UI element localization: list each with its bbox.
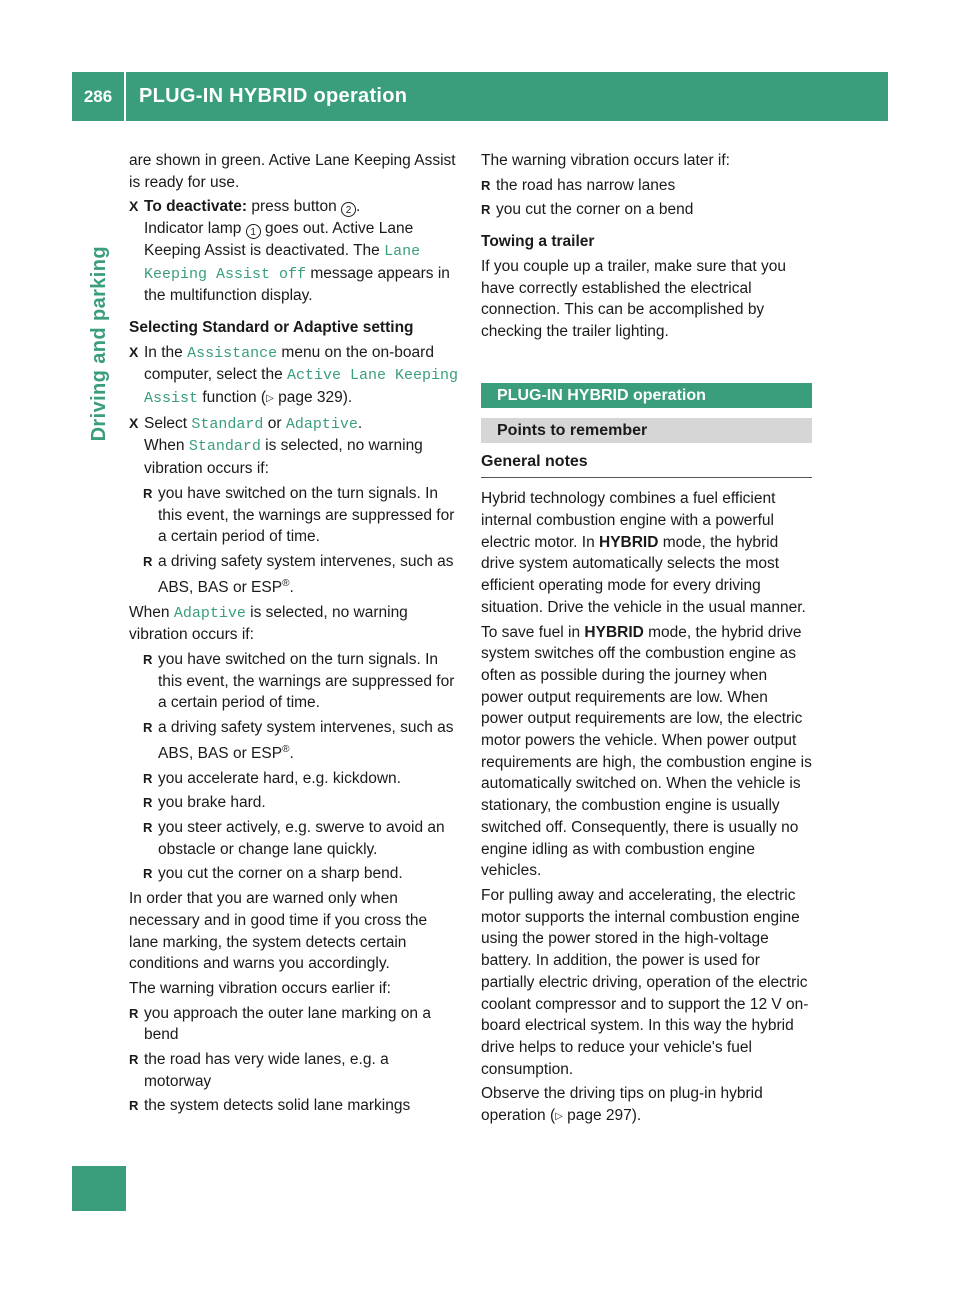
para-text: Hybrid technology combines a fuel efficient internal combustion engine with a powerful electric motor. In — [481, 490, 776, 551]
list-item — [143, 768, 460, 790]
hybrid-para-3: For pulling away and accelerating, the electric motor supports the internal combustion engine using the power stored in the high-voltage battery. In addition, the power is used for partially electric driving, operation of the electric coolant compressor and to support the 12 V on-board electrical system. In this way the hybrid drive helps to reduce your vehicle's fuel consumption. — [481, 886, 809, 1078]
deactivate-step — [129, 196, 460, 307]
registered-mark: ® — [282, 743, 290, 755]
function-active-lane-keeping: Active Lane Keeping Assist — [144, 367, 459, 408]
list-item — [129, 1003, 460, 1046]
para-order: In order that you are warned only when necessary and in good time if you cross the lane marking, the system detects certain conditions and warns you accordingly. — [129, 890, 428, 973]
list-item-text: you cut the corner on a bend — [496, 201, 694, 219]
list-item — [481, 175, 812, 197]
heading-selecting: Selecting Standard or Adaptive setting — [129, 318, 414, 336]
side-marker-block — [72, 1166, 126, 1211]
list-item — [143, 863, 460, 885]
period: . — [289, 578, 294, 596]
page-ref-link[interactable]: page 329). — [273, 389, 353, 407]
heading-towing: Towing a trailer — [481, 233, 595, 251]
bullet-icon: R — [143, 820, 153, 835]
subsection-title: Points to remember — [481, 418, 812, 443]
registered-mark: ® — [282, 577, 290, 589]
bullet-icon: R — [143, 866, 153, 882]
bullet-icon: R — [143, 770, 153, 786]
step-marker-icon: X — [129, 198, 139, 215]
left-column — [129, 150, 460, 1120]
list-item-text: the road has very wide lanes, e.g. a motorway — [144, 1051, 389, 1090]
hybrid-para-4 — [481, 1083, 812, 1127]
list-item-text: a driving safety system intervenes, such as ABS, BAS or ESP — [158, 719, 454, 762]
list-item — [143, 792, 460, 814]
bullet-icon: R — [143, 651, 153, 667]
list-item-text: you brake hard. — [158, 794, 266, 812]
page-header — [72, 72, 888, 121]
bullet-icon: R — [143, 795, 153, 811]
step2-text: or — [263, 414, 286, 432]
mode-hybrid: HYBRID — [584, 623, 644, 641]
list-item — [143, 649, 460, 714]
deactivate-text-1: press button — [251, 198, 341, 216]
page-ref-icon: ▷ — [555, 1111, 563, 1123]
list-item-text: you accelerate hard, e.g. kickdown. — [158, 769, 401, 787]
button-2-icon: 2 — [341, 202, 356, 217]
bullet-icon: R — [143, 720, 153, 736]
bullet-icon: R — [129, 1052, 139, 1068]
list-item-text: you cut the corner on a sharp bend. — [158, 865, 403, 883]
bullet-icon: R — [481, 177, 491, 193]
adaptive-text: is selected, no warning vibration occurs if: — [129, 603, 408, 644]
list-item-text: you have switched on the turn signals. In this event, the warnings are suppressed for a certain period of time. — [158, 484, 455, 546]
para-text: mode, the hybrid drive system automatically selects the most efficient operating mode for every driving situation. Drive the vehicle in the usual manner. — [481, 533, 806, 616]
bullet-icon: R — [129, 1005, 139, 1021]
list-item-text: the road has narrow lanes — [496, 176, 676, 194]
list-item — [143, 817, 460, 860]
step1-text: function ( — [198, 389, 267, 407]
select-step-1 — [129, 342, 460, 410]
step2-text: . — [357, 414, 363, 432]
page-number: 286 — [72, 72, 126, 121]
list-item-text: you approach the outer lane marking on a bend — [144, 1004, 431, 1044]
para-earlier: The warning vibration occurs earlier if: — [129, 979, 391, 997]
intro-text: are shown in green. Active Lane Keeping Assist is ready for use. — [129, 152, 456, 191]
hybrid-para-1 — [481, 488, 812, 618]
bullet-icon: R — [143, 553, 153, 569]
deactivate-text-2: . — [356, 198, 361, 216]
period: . — [289, 744, 294, 762]
adaptive-text: When — [129, 603, 174, 621]
adaptive-intro — [129, 602, 460, 646]
step1-text: menu on the on-board computer, select the — [144, 343, 434, 384]
deactivate-text-5: message appears in the multifunction display. — [144, 264, 450, 305]
list-item-text: you have switched on the turn signals. In this event, the warnings are suppressed for a certain period of time. — [158, 650, 455, 712]
list-item — [129, 1095, 460, 1117]
hybrid-para-2 — [481, 622, 812, 882]
step2-text: When — [144, 437, 189, 455]
para-text: mode, the hybrid drive system switches off the combustion engine as often as possible during the journey when power output requirements are low. When power output requirements are low, the electric motor powers the vehicle. When power output requirements are high, the combustion engine is automatically switched on. When the vehicle is stationary, the combustion engine is usually switched off. Consequently, there is usually no engine idling as with combustion engine vehicles. — [481, 623, 812, 880]
towing-text: If you couple up a trailer, make sure that you have correctly established the electrical connection. This can be accomplished by checking the trailer lighting. — [481, 257, 787, 340]
para-later: The warning vibration occurs later if: — [481, 152, 730, 169]
bullet-icon: R — [481, 202, 491, 218]
list-item — [143, 483, 460, 548]
lamp-1-icon: 1 — [246, 224, 261, 239]
list-item-text: a driving safety system intervenes, such as ABS, BAS or ESP — [158, 552, 454, 596]
step2-text: is selected, no warning vibration occurs if: — [144, 437, 423, 478]
list-item-text: you steer actively, e.g. swerve to avoid an obstacle or change lane quickly. — [158, 819, 445, 858]
step2-text: Select — [144, 414, 192, 432]
mode-hybrid: HYBRID — [599, 533, 659, 551]
step-marker-icon: X — [129, 414, 139, 431]
step-marker-icon: X — [129, 343, 139, 360]
general-notes-heading: General notes — [481, 451, 812, 479]
side-tab — [72, 121, 126, 1211]
para-text: Observe the driving tips on plug-in hybrid operation ( — [481, 1085, 763, 1125]
option-standard: Standard — [188, 438, 261, 456]
page-title: PLUG-IN HYBRID operation — [139, 85, 408, 107]
deactivate-text-4: goes out. Active Lane Keeping Assist is deactivated. The — [144, 220, 414, 259]
chapter-label: Driving and parking — [87, 246, 110, 442]
list-item — [129, 1049, 460, 1092]
para-text: To save fuel in — [481, 623, 585, 641]
step1-text: In the — [144, 343, 188, 361]
page-ref-link[interactable]: page 297). — [562, 1107, 642, 1125]
bullet-icon: R — [143, 485, 153, 501]
option-adaptive: Adaptive — [173, 604, 246, 622]
select-step-2 — [129, 413, 460, 480]
deactivate-text-3: Indicator lamp — [144, 220, 246, 238]
list-item — [143, 551, 460, 599]
deactivate-label: To deactivate: — [144, 198, 248, 216]
list-item — [143, 717, 460, 765]
display-message: Lane Keeping Assist off — [144, 242, 421, 283]
page-ref-icon: ▷ — [266, 393, 274, 405]
option-adaptive: Adaptive — [285, 415, 358, 433]
bullet-icon: R — [129, 1098, 139, 1114]
list-item — [481, 199, 812, 221]
menu-assistance: Assistance — [187, 344, 278, 362]
list-item-text: the system detects solid lane markings — [144, 1097, 411, 1115]
option-standard: Standard — [191, 415, 264, 433]
right-column — [481, 150, 812, 1131]
section-title: PLUG-IN HYBRID operation — [481, 383, 812, 408]
